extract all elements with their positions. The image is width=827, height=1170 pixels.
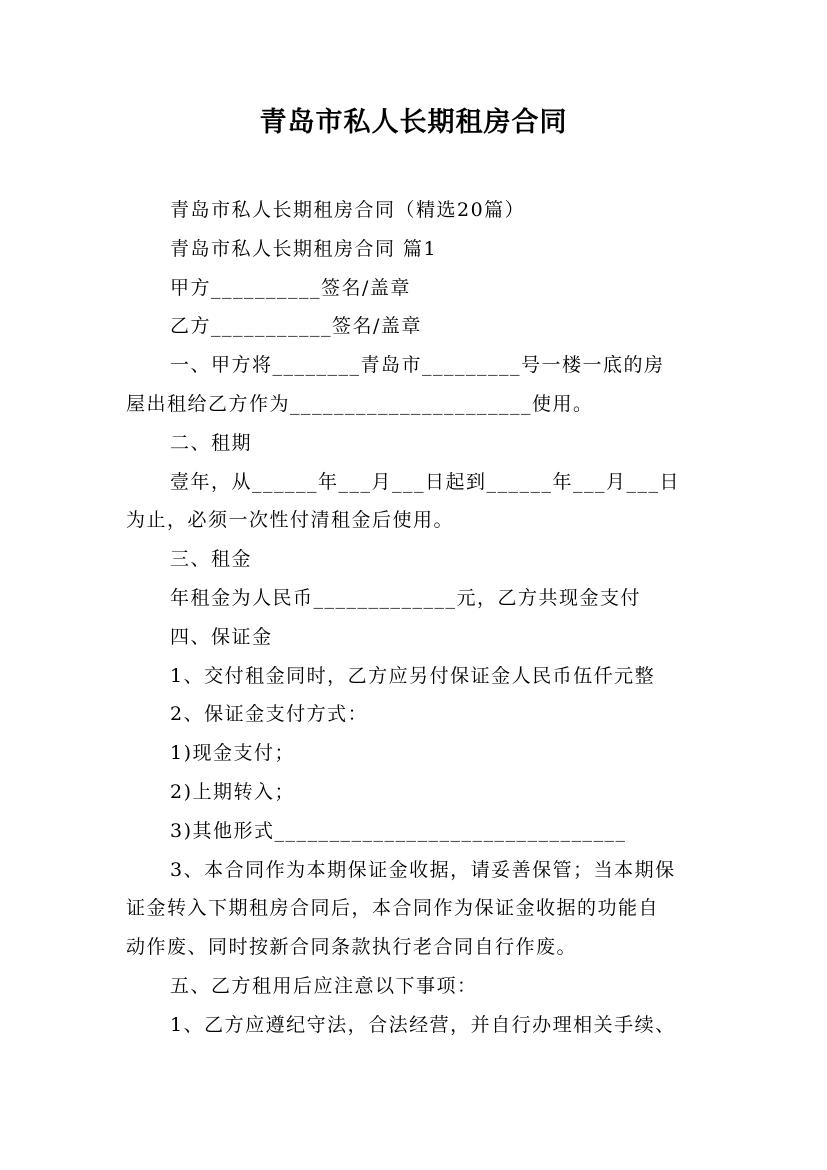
document-line: 2)上期转入； (170, 780, 296, 803)
document-line: 为止，必须一次性付清租金后使用。 (126, 509, 455, 532)
document-line: 一、甲方将________青岛市_________号一楼一底的房 (170, 354, 665, 377)
document-line: 动作废、同时按新合同条款执行老合同自行作废。 (126, 936, 578, 959)
document-line: 1、乙方应遵纪守法，合法经营，并自行办理相关手续、 (170, 1013, 676, 1036)
document-line: 二、租期 (170, 431, 253, 454)
document-line: 壹年，从______年___月___日起到______年___月___日 (170, 470, 681, 493)
document-line: 1、交付租金同时，乙方应另付保证金人民币伍仟元整 (170, 664, 656, 687)
document-body (126, 191, 706, 1045)
document-line: 1)现金支付； (170, 742, 296, 765)
document-line: 3、本合同作为本期保证金收据，请妥善保管；当本期保 (170, 858, 676, 881)
document-line: 年租金为人民币_____________元，乙方共现金支付 (170, 586, 642, 609)
document-title: 青岛市私人长期租房合同 (259, 107, 568, 138)
document-line: 屋出租给乙方作为______________________使用。 (126, 392, 594, 415)
document-line: 青岛市私人长期租房合同（精选20篇） (170, 199, 526, 221)
document-line: 四、保证金 (170, 625, 273, 648)
document-line: 五、乙方租用后应注意以下事项： (170, 974, 478, 997)
document-line: 三、租金 (170, 548, 253, 571)
document-line: 乙方___________签名/盖章 (170, 315, 422, 338)
document-line: 甲方__________签名/盖章 (170, 276, 411, 299)
document-line: 证金转入下期租房合同后，本合同作为保证金收据的功能自 (126, 897, 660, 920)
document-line: 2、保证金支付方式： (170, 703, 369, 726)
document-line: 青岛市私人长期租房合同 篇1 (170, 237, 438, 260)
document-line: 3)其他形式________________________________ (170, 819, 627, 842)
